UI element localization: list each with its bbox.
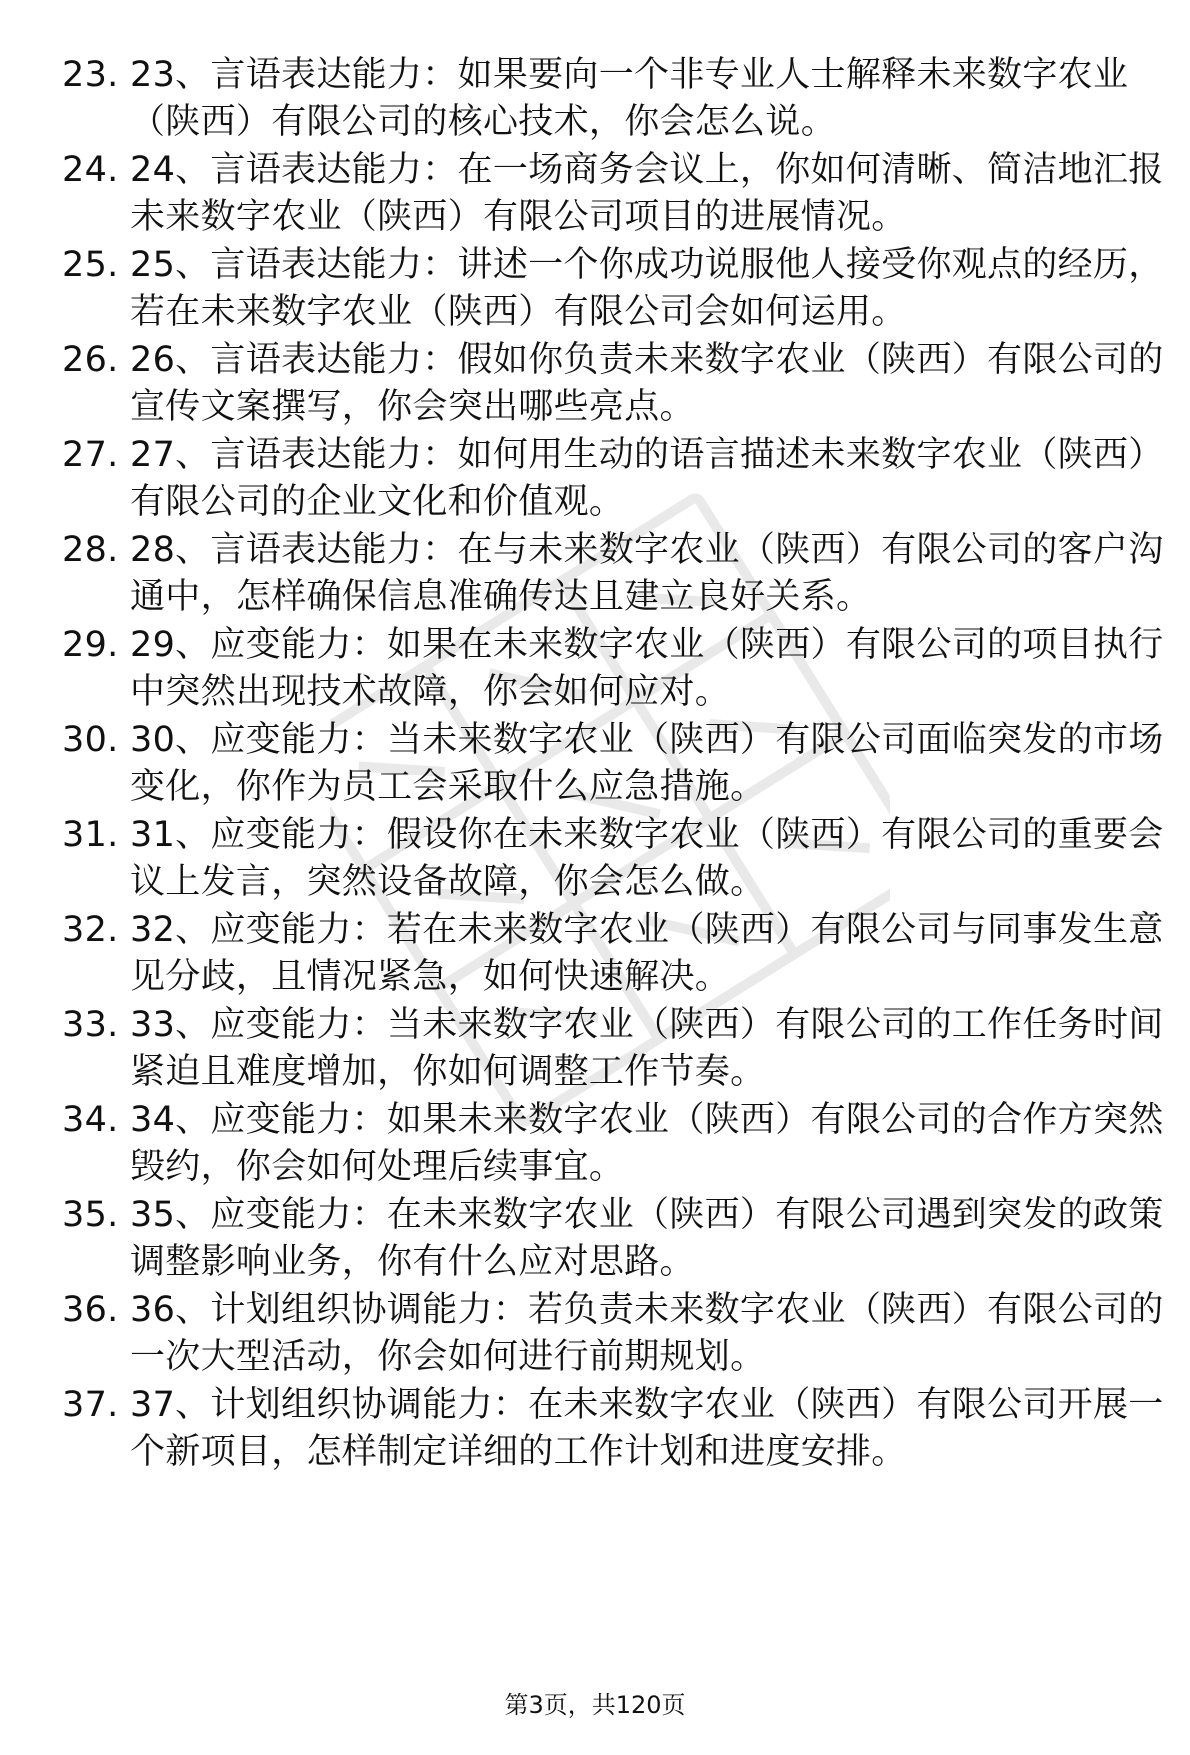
page-number-label: 第3页，共120页 bbox=[504, 1691, 686, 1719]
list-item bbox=[62, 1287, 1172, 1382]
item-text: 26、言语表达能力：假如你负责未来数字农业（陕西）有限公司的宣传文案撰写，你会突出哪些亮点。 bbox=[130, 340, 1164, 427]
item-text: 29、应变能力：如果在未来数字农业（陕西）有限公司的项目执行中突然出现技术故障，你会如何应对。 bbox=[130, 625, 1164, 712]
list-item bbox=[62, 337, 1172, 432]
item-text: 23、言语表达能力：如果要向一个非专业人士解释未来数字农业（陕西）有限公司的核心技术，你会怎么说。 bbox=[130, 55, 1129, 142]
item-number: 23. bbox=[62, 55, 119, 95]
item-number: 31. bbox=[62, 815, 119, 855]
list-item bbox=[62, 432, 1172, 527]
item-text: 35、应变能力：在未来数字农业（陕西）有限公司遇到突发的政策调整影响业务，你有什么应对思路。 bbox=[130, 1195, 1164, 1282]
item-text: 37、计划组织协调能力：在未来数字农业（陕西）有限公司开展一个新项目，怎样制定详细的工作计划和进度安排。 bbox=[130, 1385, 1164, 1472]
item-text: 36、计划组织协调能力：若负责未来数字农业（陕西）有限公司的一次大型活动，你会如何进行前期规划。 bbox=[130, 1290, 1164, 1377]
item-number: 29. bbox=[62, 625, 119, 665]
item-number: 28. bbox=[62, 530, 119, 570]
item-number: 26. bbox=[62, 340, 119, 380]
item-number: 35. bbox=[62, 1195, 119, 1235]
item-number: 34. bbox=[62, 1100, 119, 1140]
list-item bbox=[62, 907, 1172, 1002]
item-number: 25. bbox=[62, 245, 119, 285]
list-item bbox=[62, 52, 1172, 147]
list-item bbox=[62, 527, 1172, 622]
list-item bbox=[62, 1097, 1172, 1192]
list-item bbox=[62, 1382, 1172, 1477]
page-footer bbox=[0, 1690, 1190, 1720]
item-number: 33. bbox=[62, 1005, 119, 1045]
item-number: 36. bbox=[62, 1290, 119, 1330]
item-text: 31、应变能力：假设你在未来数字农业（陕西）有限公司的重要会议上发言，突然设备故障，你会怎么做。 bbox=[130, 815, 1164, 902]
list-item bbox=[62, 1192, 1172, 1287]
item-text: 24、言语表达能力：在一场商务会议上，你如何清晰、简洁地汇报未来数字农业（陕西）有限公司项目的进展情况。 bbox=[130, 150, 1164, 237]
item-text: 34、应变能力：如果未来数字农业（陕西）有限公司的合作方突然毁约，你会如何处理后续事宜。 bbox=[130, 1100, 1164, 1187]
item-number: 32. bbox=[62, 910, 119, 950]
list-item bbox=[62, 1002, 1172, 1097]
item-number: 30. bbox=[62, 720, 119, 760]
list-item bbox=[62, 147, 1172, 242]
item-number: 27. bbox=[62, 435, 119, 475]
item-text: 28、言语表达能力：在与未来数字农业（陕西）有限公司的客户沟通中，怎样确保信息准确传达且建立良好关系。 bbox=[130, 530, 1164, 617]
item-number: 24. bbox=[62, 150, 119, 190]
list-item bbox=[62, 717, 1172, 812]
question-list bbox=[62, 52, 1172, 1477]
item-text: 33、应变能力：当未来数字农业（陕西）有限公司的工作任务时间紧迫且难度增加，你如何调整工作节奏。 bbox=[130, 1005, 1164, 1092]
item-text: 32、应变能力：若在未来数字农业（陕西）有限公司与同事发生意见分歧，且情况紧急，如何快速解决。 bbox=[130, 910, 1164, 997]
list-item bbox=[62, 242, 1172, 337]
list-item bbox=[62, 622, 1172, 717]
item-text: 25、言语表达能力：讲述一个你成功说服他人接受你观点的经历，若在未来数字农业（陕西）有限公司会如何运用。 bbox=[130, 245, 1164, 332]
list-item bbox=[62, 812, 1172, 907]
item-text: 27、言语表达能力：如何用生动的语言描述未来数字农业（陕西）有限公司的企业文化和价值观。 bbox=[130, 435, 1164, 522]
item-number: 37. bbox=[62, 1385, 119, 1425]
item-text: 30、应变能力：当未来数字农业（陕西）有限公司面临突发的市场变化，你作为员工会采取什么应急措施。 bbox=[130, 720, 1164, 807]
